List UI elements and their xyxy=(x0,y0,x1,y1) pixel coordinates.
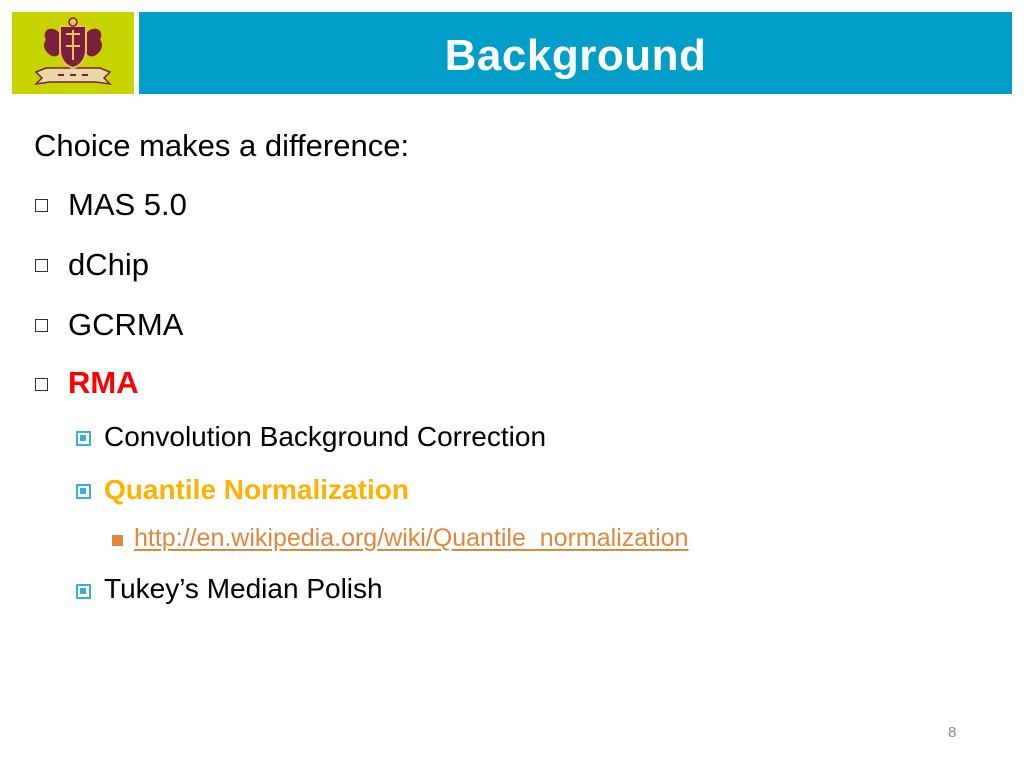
university-crest-icon xyxy=(12,12,134,94)
hollow-square-bullet-icon xyxy=(35,378,48,391)
method-item-gcrma: GCRMA xyxy=(68,307,184,342)
quantile-normalization-link[interactable]: http://en.wikipedia.org/wiki/Quantile_normalization xyxy=(134,524,689,552)
title-bar xyxy=(139,12,1012,94)
method-item-dchip: dChip xyxy=(68,247,149,282)
framed-square-bullet-icon xyxy=(76,584,91,599)
hollow-square-bullet-icon xyxy=(35,319,48,332)
solid-square-bullet-icon xyxy=(112,535,123,546)
framed-square-bullet-icon xyxy=(76,431,91,446)
framed-square-bullet-icon xyxy=(76,484,91,499)
page-number: 8 xyxy=(948,724,957,741)
method-item-mas5: MAS 5.0 xyxy=(68,187,187,222)
rma-step-background-correction: Convolution Background Correction xyxy=(104,421,547,452)
slide-title: Background xyxy=(444,31,707,80)
method-item-rma: RMA xyxy=(68,365,139,400)
rma-step-median-polish: Tukey’s Median Polish xyxy=(104,573,383,604)
rma-step-quantile-normalization: Quantile Normalization xyxy=(104,474,409,505)
hollow-square-bullet-icon xyxy=(35,199,48,212)
intro-text: Choice makes a difference: xyxy=(34,128,410,163)
logo-box xyxy=(12,12,134,94)
hollow-square-bullet-icon xyxy=(35,259,48,272)
